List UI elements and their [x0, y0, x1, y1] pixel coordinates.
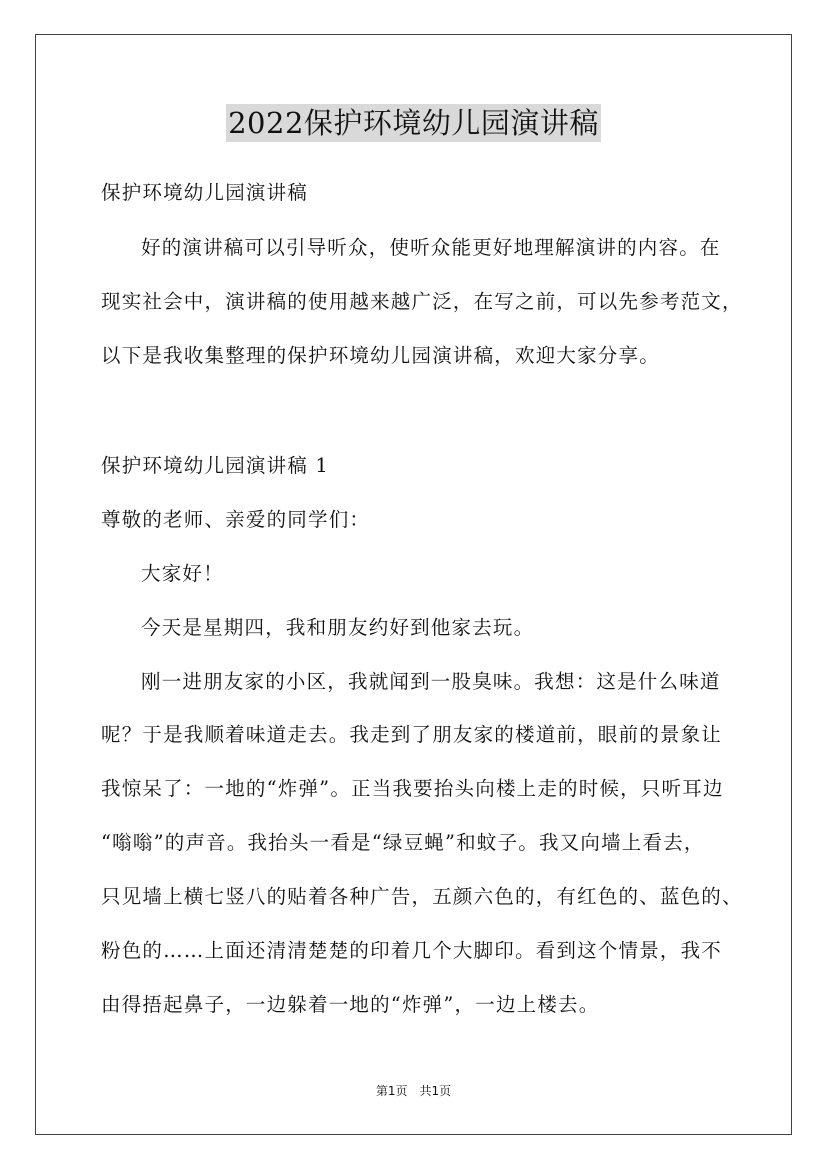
section-heading: 保护环境幼儿园演讲稿 1 — [101, 454, 330, 477]
paragraph-2-line-6: 粉色的……上面还清清楚楚的印着几个大脚印。看到这个情景，我不 — [101, 939, 723, 962]
paragraph-2-line-1: 刚一进朋友家的小区，我就闻到一股臭味。我想：这是什么味道 — [141, 670, 721, 693]
paragraph-2-line-5: 只见墙上横七竖八的贴着各种广告，五颜六色的，有红色的、蓝色的、 — [101, 885, 743, 908]
paragraph-1: 今天是星期四，我和朋友约好到他家去玩。 — [141, 616, 535, 639]
paragraph-2-line-7: 由得捂起鼻子，一边躲着一地的“炸弹”，一边上楼去。 — [101, 993, 600, 1016]
paragraph-2-line-4: “嗡嗡”的声音。我抬头一看是“绿豆蝇”和蚊子。我又向墙上看去， — [101, 831, 705, 854]
subtitle: 保护环境幼儿园演讲稿 — [101, 181, 309, 204]
paragraph-2-line-2: 呢？于是我顺着味道走去。我走到了朋友家的楼道前，眼前的景象让 — [101, 723, 723, 746]
title-container — [0, 104, 827, 142]
salutation: 尊敬的老师、亲爱的同学们： — [101, 508, 371, 531]
greeting: 大家好！ — [141, 562, 224, 585]
intro-line-3: 以下是我收集整理的保护环境幼儿园演讲稿，欢迎大家分享。 — [101, 344, 660, 367]
intro-line-2: 现实社会中，演讲稿的使用越来越广泛，在写之前，可以先参考范文， — [101, 290, 743, 313]
page-footer: 第1页 共1页 — [375, 1084, 452, 1098]
document-title: 2022保护环境幼儿园演讲稿 — [228, 106, 599, 140]
paragraph-2-line-3: 我惊呆了：一地的“炸弹”。正当我要抬头向楼上走的时候，只听耳边 — [101, 777, 724, 800]
intro-line-1: 好的演讲稿可以引导听众，使听众能更好地理解演讲的内容。在 — [141, 236, 721, 259]
